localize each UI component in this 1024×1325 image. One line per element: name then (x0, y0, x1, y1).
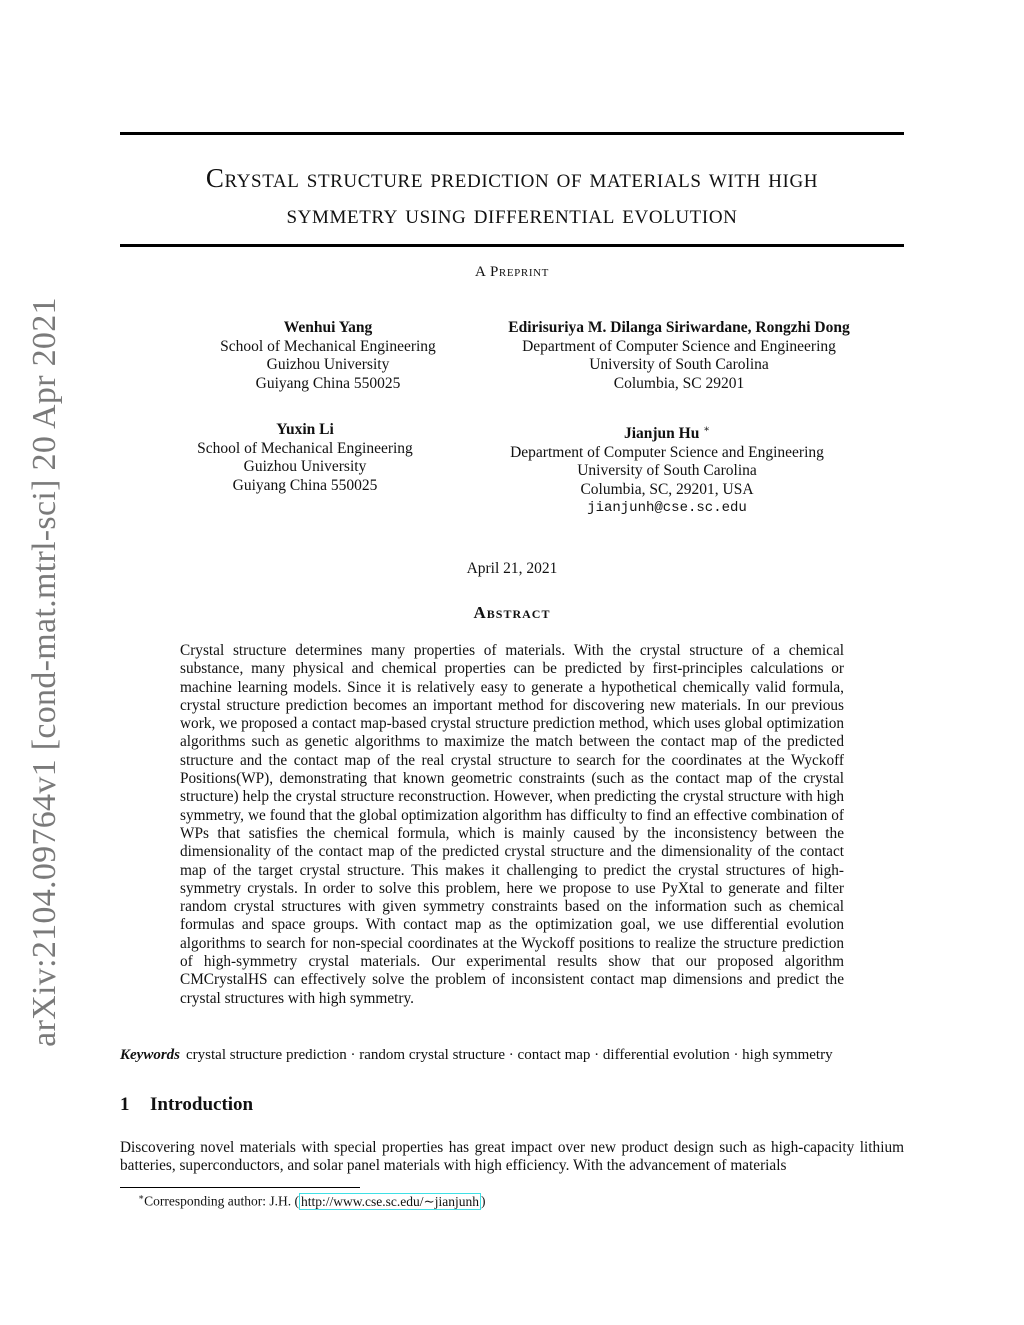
title-line-2: symmetry using differential evolution (286, 199, 738, 229)
author-affiliation-line: School of Mechanical Engineering (197, 439, 413, 457)
author-affiliation-line: University of South Carolina (589, 356, 769, 373)
section-heading-introduction (120, 1094, 253, 1116)
section-number: 1 (120, 1094, 130, 1115)
author-affiliation-line: Guizhou University (266, 356, 390, 373)
keywords-line (120, 1047, 920, 1064)
author-affiliation-line: Guiyang China 550025 (232, 476, 378, 494)
author-email[interactable]: jianjunh@cse.sc.edu (587, 500, 747, 517)
section-title: Introduction (150, 1094, 254, 1115)
author-affiliation-line: Columbia, SC 29201 (613, 374, 745, 392)
arxiv-identifier-stamp: arXiv:2104.09764v1 [cond-mat.mtrl-sci] 20 Apr 2021 (26, 297, 63, 1047)
footnote-close: ) (481, 1193, 486, 1209)
author-affiliation-line: School of Mechanical Engineering (220, 337, 436, 355)
abstract-text: Crystal structure determines many properties of materials. With the crystal structure of a chemical substance, many physical and chemical properties can be predicted by first-principles calculations or machine learning models. Since it is relatively easy to generate a hypothetical chemically valid formula, crystal structure prediction becomes an important method for discovering new materials. In our previous work, we proposed a contact map-based crystal structure prediction method, which uses global optimization algorithms such as genetic algorithms to maximize the match between the contact map of the predicted structure and the contact map of the real crystal structure to search for the coordinates at the Wyckoff Positions(WP), demonstrating that known geometric constraints (such as the contact map of the crystal structure) help the crystal structure reconstruction. However, when predicting the crystal structure with high symmetry, we found that the global optimization algorithm has difficulty to find an effective combination of WPs that satisfies the chemical formula, which is mainly caused by the inconsistency between the dimensionality of the contact map of the predicted crystal structure and the dimensionality of the contact map of the target crystal structure. This makes it challenging to predict the crystal structures of high-symmetry crystals. In order to solve this problem, here we propose to use PyXtal to generate and filter random crystal structures with given symmetry constraints based on the information such as chemical formulas and space groups. With contact map as the optimization goal, we use differential evolution algorithms to search for non-special coordinates at the Wyckoff positions to realize the structure prediction of high-symmetry crystal materials. Our experimental results show that our proposed algorithm CMCrystalHS can effectively solve the problem of inconsistent contact map dimensions and predict the crystal structures with high symmetry. (180, 642, 844, 1007)
author-name: Edirisuriya M. Dilanga Siriwardane, Rongzhi Dong (508, 319, 850, 336)
title-bottom-rule (120, 244, 904, 247)
title-top-rule (120, 132, 904, 135)
author-affiliation-line: Department of Computer Science and Engineering (510, 443, 824, 461)
footnote-text: Corresponding author: J.H. ( (144, 1193, 299, 1209)
author-affiliation-line: Department of Computer Science and Engineering (522, 337, 836, 355)
introduction-text: Discovering novel materials with special properties has great impact over new product design such as high-capacity lithium batteries, superconductors, and solar panel materials with high efficiency. With the advancement of materials (120, 1139, 904, 1175)
abstract-heading: Abstract (473, 603, 551, 622)
author-affiliation-line: University of South Carolina (577, 462, 757, 480)
author-affiliation-line: Guiyang China 550025 (255, 374, 401, 392)
author-affiliation-line: Columbia, SC, 29201, USA (580, 480, 754, 498)
keywords-label: Keywords (120, 1047, 180, 1063)
homepage-link[interactable]: http://www.cse.sc.edu/∼jianjunh (300, 1193, 480, 1209)
footnote (138, 1192, 486, 1210)
paper-title (120, 160, 904, 232)
title-line-1: Crystal structure prediction of materials with high (205, 163, 819, 193)
author-block-1 (198, 319, 458, 393)
author-affiliation-line: Guizhou University (243, 458, 367, 475)
author-name: Yuxin Li (276, 421, 334, 438)
publication-date: April 21, 2021 (466, 560, 558, 577)
corresponding-author-marker: ∗ (703, 424, 711, 435)
preprint-label: A Preprint (475, 264, 549, 280)
footnote-marker: ∗ (138, 1192, 145, 1202)
footnote-rule (120, 1187, 360, 1188)
author-block-3 (175, 421, 435, 495)
author-name-text: Jianjun Hu (623, 425, 700, 443)
author-block-4 (467, 421, 867, 518)
author-block-2 (479, 319, 879, 393)
author-name (467, 421, 867, 444)
author-name: Wenhui Yang (283, 319, 373, 336)
keywords-text: crystal structure prediction · random crystal structure · contact map · differential evolution · high symmetry (186, 1047, 833, 1063)
